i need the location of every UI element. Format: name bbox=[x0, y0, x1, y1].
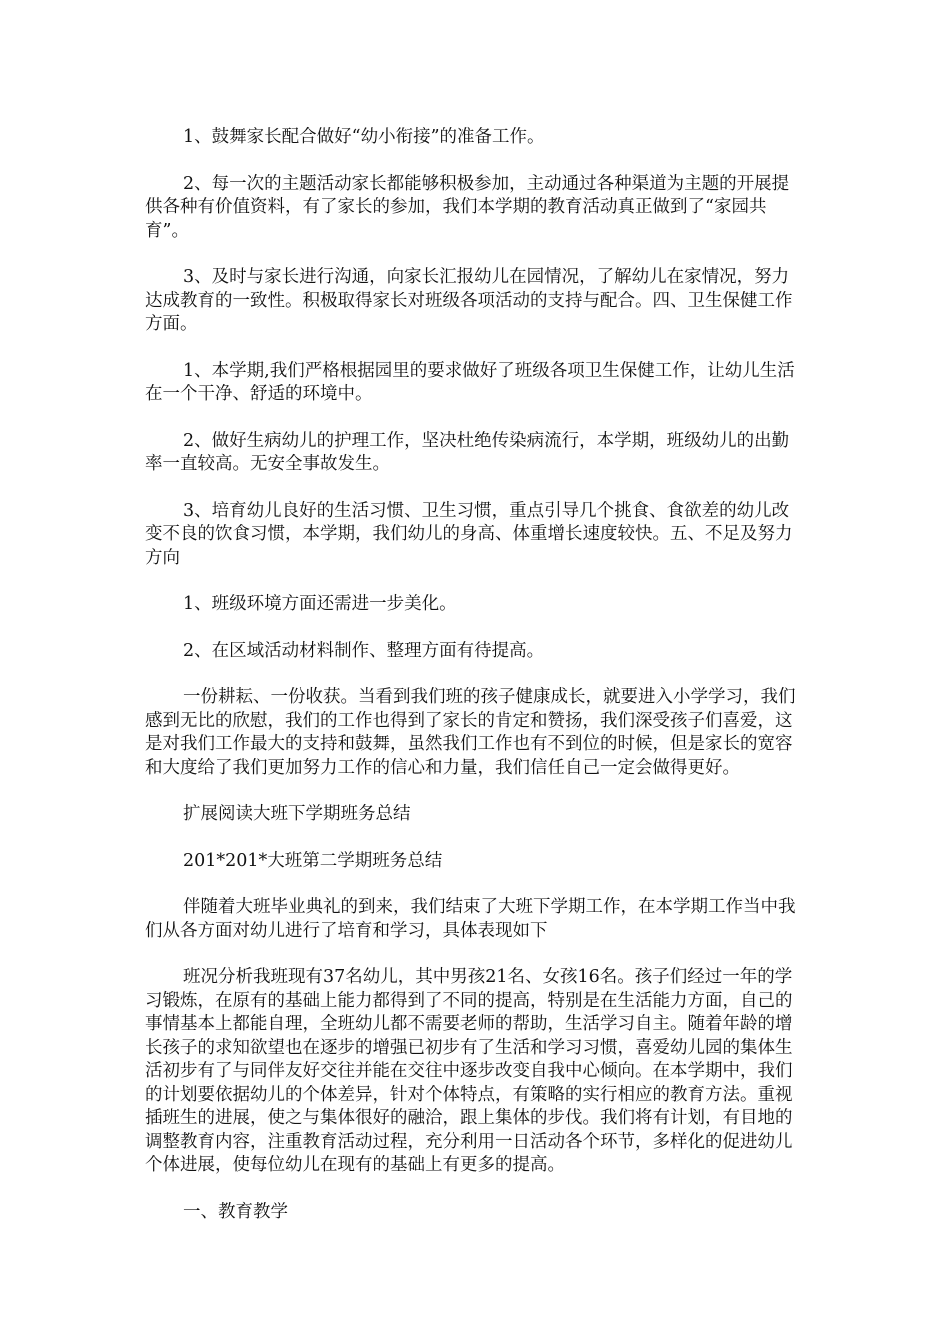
paragraph-introduction: 伴随着大班毕业典礼的到来，我们结束了大班下学期工作，在本学期工作当中我们从各方面对幼儿进行了培育和学习，具体表现如下 bbox=[145, 897, 796, 941]
paragraph-parent-cooperation: 1、鼓舞家长配合做好“幼小衔接”的准备工作。 bbox=[183, 127, 545, 147]
paragraph-theme-activities: 2、每一次的主题活动家长都能够积极参加，主动通过各种渠道为主题的开展提供各种有价值资料，有了家长的参加，我们本学期的教育活动真正做到了“家园共育”。 bbox=[145, 173, 790, 241]
paragraph-class-analysis: 班况分析我班现有37名幼儿，其中男孩21名、女孩16名。孩子们经过一年的学习锻炼，在原有的基础上能力都得到了不同的提高，特别是在生活能力方面，自己的事情基本上都能自理，全班幼儿都不需要老师的帮助，生活学习自主。随着年龄的增长孩子的求知欲望也在逐步的增强已初步有了生活和学习习惯，喜爱幼儿园的集体生活初步有了与同伴友好交往并能在交往中逐步改变自我中心倾向。在本学期中，我们的计划要依据幼儿的个体差异，针对个体特点，有策略的实行相应的教育方法。重视插班生的进展，使之与集体很好的融洽，跟上集体的步伐。我们将有计划，有目地的调整教育内容，注重教育活动过程，充分利用一日活动各个环节，多样化的促进幼儿个体进展，使每位幼儿在现有的基础上有更多的提高。 bbox=[145, 967, 793, 1175]
paragraph-environment: 1、班级环境方面还需进一步美化。 bbox=[183, 594, 457, 614]
section-heading-education: 一、教育教学 bbox=[183, 1201, 288, 1222]
paragraph-sick-care: 2、做好生病幼儿的护理工作，坚决杜绝传染病流行，本学期，班级幼儿的出勤率一直较高。无安全事故发生。 bbox=[145, 430, 790, 474]
paragraph-living-habits: 3、培育幼儿良好的生活习惯、卫生习惯，重点引导几个挑食、食欲差的幼儿改变不良的饮食习惯，本学期，我们幼儿的身高、体重增长速度较快。五、不足及努力方向 bbox=[145, 500, 793, 568]
document-page bbox=[145, 126, 805, 1247]
paragraph-area-materials: 2、在区域活动材料制作、整理方面有待提高。 bbox=[183, 640, 545, 661]
paragraph-extended-reading-title: 扩展阅读大班下学期班务总结 bbox=[183, 804, 411, 824]
paragraph-conclusion: 一份耕耘、一份收获。当看到我们班的孩子健康成长，就要进入小学学习，我们感到无比的欣慰，我们的工作也得到了家长的肯定和赞扬，我们深受孩子们喜爱，这是对我们工作最大的支持和鼓舞，虽然我们工作也有不到位的时候，但是家长的宽容和大度给了我们更加努力工作的信心和力量，我们信任自己一定会做得更好。 bbox=[145, 687, 796, 778]
paragraph-hygiene-work: 1、本学期,我们严格根据园里的要求做好了班级各项卫生保健工作，让幼儿生活在一个干净、舒适的环境中。 bbox=[145, 360, 795, 404]
paragraph-second-summary-title: 201*201*大班第二学期班务总结 bbox=[183, 850, 443, 871]
paragraph-parent-communication: 3、及时与家长进行沟通，向家长汇报幼儿在园情况，了解幼儿在家情况，努力达成教育的一致性。积极取得家长对班级各项活动的支持与配合。四、卫生保健工作方面。 bbox=[145, 267, 793, 334]
